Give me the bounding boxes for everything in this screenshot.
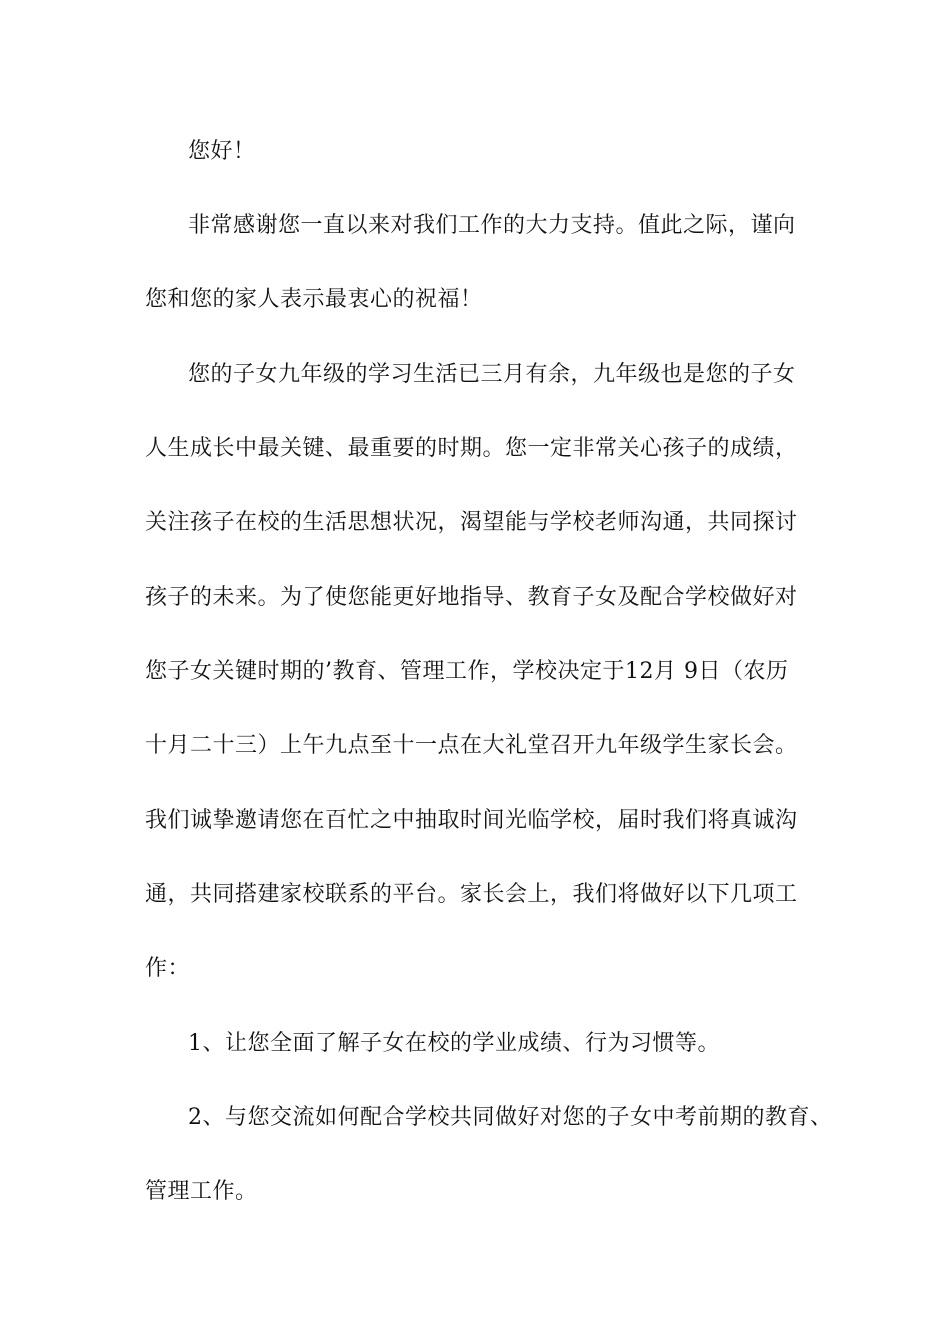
paragraph-2-line-8: 通，共同搭建家校联系的平台。家长会上，我们将做好以下几项工 — [145, 882, 798, 907]
paragraph-2-line-6: 十月二十三）上午九点至十一点在大礼堂召开九年级学生家长会。 — [145, 733, 798, 758]
greeting-line: 您好！ — [188, 139, 256, 164]
list-item-2-line-2: 管理工作。 — [145, 1179, 258, 1204]
paragraph-1-line-2: 您和您的家人表示最衷心的祝福！ — [145, 287, 483, 312]
paragraph-2-line-5: 您子女关键时期的’教育、管理工作，学校决定于12月 9日（农历 — [145, 659, 789, 684]
paragraph-2-line-4: 孩子的未来。为了使您能更好地指导、教育子女及配合学校做好对 — [145, 585, 798, 610]
list-item-2-line-1: 2、与您交流如何配合学校共同做好对您的子女中考前期的教育、 — [188, 1105, 833, 1130]
paragraph-1-line-1: 非常感谢您一直以来对我们工作的大力支持。值此之际，谨向 — [188, 213, 796, 238]
paragraph-2-line-3: 关注孩子在校的生活思想状况，渴望能与学校老师沟通，共同探讨 — [145, 510, 798, 535]
paragraph-2-line-1: 您的子女九年级的学习生活已三月有余，九年级也是您的子女 — [188, 362, 796, 387]
paragraph-2-line-2: 人生成长中最关键、最重要的时期。您一定非常关心孩子的成绩， — [145, 436, 798, 461]
list-item-1: 1、让您全面了解子女在校的学业成绩、行为习惯等。 — [188, 1031, 720, 1056]
paragraph-2-line-9: 作： — [145, 956, 191, 981]
paragraph-2-line-7: 我们诚挚邀请您在百忙之中抽取时间光临学校，届时我们将真诚沟 — [145, 808, 798, 833]
